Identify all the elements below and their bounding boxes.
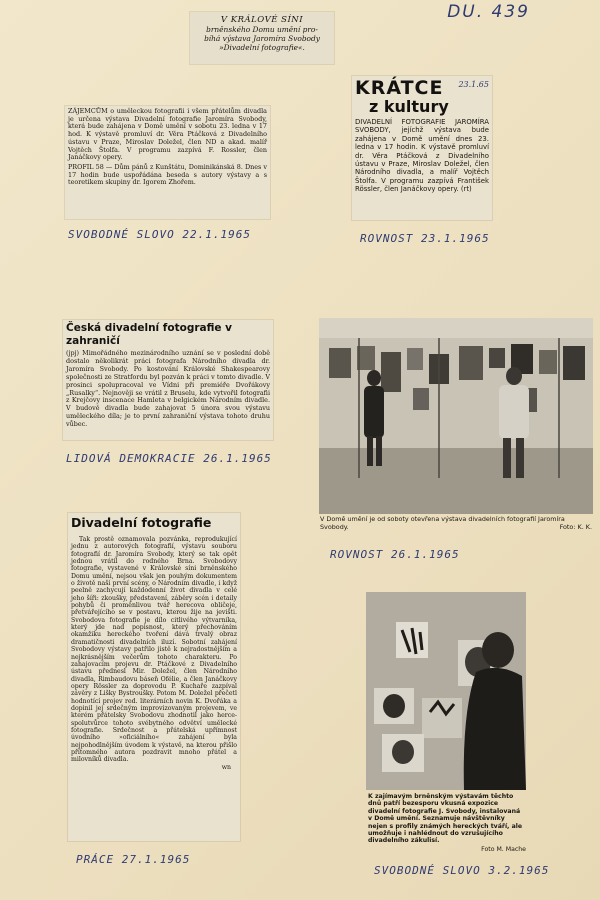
rovnost-title-kultury: z kultury (369, 97, 449, 116)
note-rovnost-2: ROVNOST 26.1.1965 (330, 548, 460, 561)
lidova-body: (jpj) Mimořádného mezinárodního uznání se v poslední době dostalo několikrát práci fotografa Národního divadla dr. Jaromíra Svobody. Po kostování Královské Shakespearovy společnosti ze Stratfordu byl pozván k práci v tomto divadle. V prosinci spolupracoval ve Vídni při premiéře Dvořákovy „Rusalky“. Nejnověji se vrátil z Bruselu, kde vytvořil fotografii z Krejčovy inscenace Hamleta v belgickém Národním divadle. V budově divadla bude zahajovat 5 února svou výstavu uměleckého díla; je to první zahraniční výstava tohoto druhu vůbec. (66, 349, 270, 429)
note-svobodne-slovo-2: SVOBODNÉ SLOVO 3.2.1965 (374, 864, 550, 877)
svobodne-paragraph-2: PROFIL 58 — Dům pánů z Kunštátu, Dominikánská 8. Dnes v 17 hodin bude uspořádána beseda s autory výstavy a s teoretikem skupiny dr. Igorem Zhořem. (68, 162, 267, 187)
portrait-photo-credit: Foto M. Mache (481, 845, 526, 853)
svobodne-paragraph-1: ZÁJEMCŮM o uměleckou fotografii i všem přátelům divadla je určena výstava Divadelní fotografie Jaromíra Svobody, která bude zahájena v Domě umění v sobotu 23. ledna v 17 hod. K výstavě promluví dr. Věra Ptáčková z Divadelního ústavu v Praze, Miroslav Doležel, člen ND a akad. malíř Vojtěch Štolfa. V programu zazpívá F. Rossler, člen Janáčkovy opery. (68, 107, 267, 162)
rovnost-body: DIVADELNÍ FOTOGRAFIE JAROMÍRA SVOBODY, jejíchž výstava bude zahájena v Domě umění dnes 23. ledna v 17 hodin. K výstavě promluví dr. Věra Ptáčková z Divadelního ústavu v Praze, Miroslav Doležel, člen Národního divadla, a malíř Vojtěch Štolfa. V programu zazpívá František Rössler, člen Janáčkovy opery. (rt) (355, 118, 489, 194)
archive-number: DU. 439 (447, 2, 530, 22)
prace-title: Divadelní fotografie (71, 515, 212, 530)
clipping-svobodne-slovo-1 (65, 106, 270, 219)
rovnost-date-stamp: 23.1.65 (458, 80, 489, 89)
portrait-photo-caption (368, 793, 526, 853)
clipping-lidova-demokracie (63, 320, 273, 440)
note-rovnost-1: ROVNOST 23.1.1965 (360, 232, 490, 245)
prace-signature: wn (221, 763, 231, 771)
rovnost-title-krátce: KRÁTCE (355, 77, 444, 99)
portrait-photo (366, 592, 526, 790)
notice-line-4: »Divadelní fotografie«. (219, 43, 305, 52)
prace-body: Tak prostě oznamovala pozvánka, reprodukující jednu z autorových fotografií, výstavu souboru fotografií dr. Jaromíra Svobody, který se tak opět jednou vrátil do rodného Brna. Svobodovy fotografie, vystavené v Královské síni brněnského Domu umění, nejsou však jen pouhým dokumentem o životě naší první scény, o Národním divadle, i když peelně zachycují každodenní život divadla v celé jeho šíři: zkoušky, představení, záběry scén i detaily pohybů či proměnlivou tvář herecova obličeje, přetvářejícího se v postavu, kterou žije na jevišti. Svobodova fotografie je dílo citlivého výtvarníka, který jde nad popisnost, který přechováním okamžiku hereckého tvoření dává trvalý obraz dramatičnosti divadelních iluzí. Sobotní zahájení Svobodovy výstavy patřilo jistě k nejradostnějším a nejkrásnějším večerům tohoto charakteru. Po zahajovacím projevu dr. Ptáčkové z Divadelního ústavu přednesl Mir. Doležel, člen Národního divadla, Rimbaudovu báseň Ofélie, a člen Janáčkovy opery Rössler za doprovodu P. Kuchaře zazpíval závěry z Lišky Bystroušky. Potom M. Doležel přečetl hodnotící projev red. literárních novin K. Dvořáka a dopinil jej srdečným improvizovaným projevem, ve kterém přátelsky Svobodovu zhodnotil jako herce-spolutvůrce tohoto svébytného odvětví umělecké fotografie. Srdečnost a přátelská upřímnost úvodního »oficiálního« zahájení byla nejpohodlnějším úvodem k výstavě, na kterou přišlo přítomného autora pozdravit mnoho přátel a milovníků divadla. (71, 536, 237, 764)
exhibition-photo-caption (320, 516, 592, 531)
note-svobodne-slovo-1: SVOBODNÉ SLOVO 22.1.1965 (68, 228, 251, 241)
note-prace: PRÁCE 27.1.1965 (76, 853, 191, 866)
clipping-rovnost-1 (352, 76, 492, 220)
exhibition-photo-credit: Foto: K. K. (559, 522, 592, 531)
portrait-photo-image (366, 592, 526, 790)
portrait-caption-text: K zajímavým brněnským výstavám těchto dnů patří bezesporu vkusná expozice divadelní fotografie J. Svobody, instalovaná v Domě umění. Seznamuje návštěvníky nejen s profily známých hereckých tváří, ale umožňuje i nahlédnout do vzrušujícího divadelního zákulisí. (368, 793, 523, 845)
clipping-prace (68, 513, 240, 841)
notice-line-2: brněnského Domu umění pro- (206, 25, 318, 34)
notice-line-3: bíhá výstava Jaromíra Svobody (204, 34, 320, 43)
clipping-top-notice (190, 12, 334, 64)
exhibition-photo (319, 318, 593, 514)
note-lidova-demokracie: LIDOVÁ DEMOKRACIE 26.1.1965 (66, 452, 272, 465)
exhibition-caption-text: V Domě umění je od soboty otevřena výstava divadelních fotografií Jaromíra Svobody. (320, 515, 565, 531)
exhibition-photo-image (319, 318, 593, 514)
notice-line-1: V KRÁLOVÉ SÍNI (220, 15, 304, 25)
lidova-title: Česká divadelní fotografie v zahraničí (66, 322, 233, 347)
